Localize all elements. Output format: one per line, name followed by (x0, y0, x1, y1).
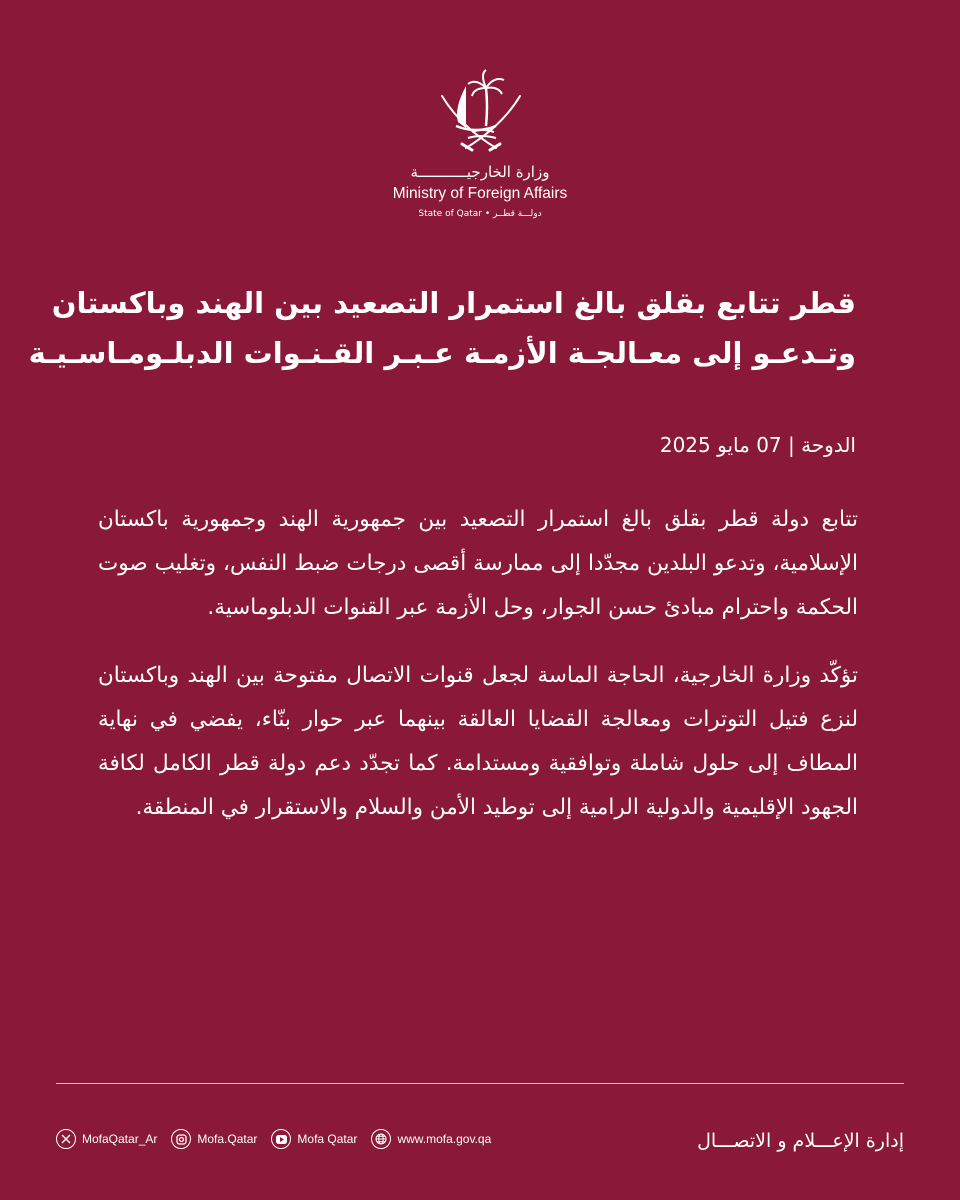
dateline: الدوحة | 07 مايو 2025 (659, 433, 856, 457)
ministry-logo (0, 66, 960, 220)
social-links (56, 1126, 505, 1152)
headline-line-2: وتـدعـو إلى معـالجـة الأزمـة عـبـر القـنـوات الدبلـومـاسـيـة (28, 336, 856, 370)
instagram-icon (171, 1129, 191, 1149)
social-instagram[interactable] (171, 1129, 257, 1149)
ministry-name-english: Ministry of Foreign Affairs (392, 185, 568, 202)
department-name: إدارة الإعـــلام و الاتصـــال (697, 1130, 904, 1152)
social-website-label: www.mofa.gov.qa (397, 1132, 492, 1146)
footer-divider (56, 1083, 904, 1084)
social-x[interactable] (56, 1129, 157, 1149)
x-icon (56, 1129, 76, 1149)
youtube-icon (271, 1129, 291, 1149)
headline-line-1: قطر تتابع بقلق بالغ استمرار التصعيد بين الهند وباكستان (51, 286, 856, 320)
social-instagram-label: Mofa.Qatar (197, 1132, 258, 1146)
qatar-emblem-icon (436, 66, 526, 158)
state-of-qatar-line: State of Qatar • دولـــة قطــر (418, 209, 542, 219)
headline (28, 278, 856, 378)
social-youtube[interactable] (271, 1129, 357, 1149)
statement-body (98, 498, 858, 854)
social-website[interactable] (371, 1129, 491, 1149)
paragraph-2: تؤكّد وزارة الخارجية، الحاجة الماسة لجعل قنوات الاتصال مفتوحة بين الهند وباكستان لنزع فتيل التوترات ومعالجة القضايا العالقة بينهما عبر حوار بنّاء، يفضي في نهاية المطاف إلى حلول شاملة وتوافقية ومستدامة. كما تجدّد دعم دولة قطر الكامل لكافة الجهود الإقليمية والدولية الرامية إلى توطيد الأمن والسلام والاستقرار في المنطقة. (98, 663, 858, 820)
paragraph-1: تتابع دولة قطر بقلق بالغ استمرار التصعيد بين جمهورية الهند وجمهورية باكستان الإسلامية، وتدعو البلدين مجدّدا إلى ممارسة أقصى درجات ضبط النفس، وتغليب صوت الحكمة واحترام مبادئ حسن الجوار، وحل الأزمة عبر القنوات الدبلوماسية. (98, 507, 858, 620)
globe-icon (371, 1129, 391, 1149)
social-x-label: MofaQatar_Ar (82, 1132, 158, 1146)
ministry-name-arabic: وزارة الخارجيـــــــــــة (410, 163, 550, 181)
social-youtube-label: Mofa Qatar (297, 1132, 358, 1146)
